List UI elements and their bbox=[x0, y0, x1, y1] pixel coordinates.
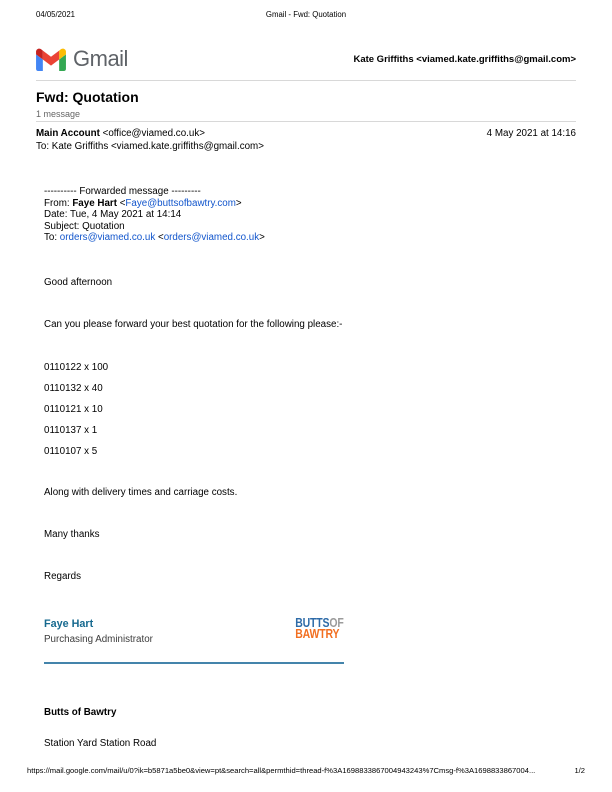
gmail-header bbox=[36, 42, 576, 76]
email-body bbox=[44, 186, 576, 749]
butts-of-bawtry-logo bbox=[295, 615, 344, 641]
print-date: 04/05/2021 bbox=[36, 10, 76, 19]
forwarded-to-link[interactable]: orders@viamed.co.uk bbox=[59, 232, 156, 243]
forwarded-subject-line: Subject: Quotation bbox=[44, 220, 125, 232]
body-delivery-note: Along with delivery times and carriage costs. bbox=[44, 486, 238, 498]
quote-item: 0110107 x 5 bbox=[44, 445, 98, 457]
email-subject: Fwd: Quotation bbox=[36, 89, 139, 105]
quote-item: 0110122 x 100 bbox=[44, 361, 109, 373]
message-count: 1 message bbox=[36, 109, 81, 119]
signature-divider bbox=[44, 662, 344, 664]
forwarded-from-name: Faye Hart bbox=[72, 197, 117, 209]
signature-job-title: Purchasing Administrator bbox=[44, 633, 153, 645]
gmail-m-icon bbox=[36, 48, 66, 71]
signature-identity bbox=[44, 618, 153, 645]
sender-recipient-block bbox=[36, 128, 264, 153]
message-meta bbox=[36, 128, 576, 153]
header-divider bbox=[36, 80, 576, 81]
body-request: Can you please forward your best quotation for the following please:- bbox=[44, 318, 343, 330]
print-header bbox=[36, 10, 576, 22]
print-page-title: Gmail - Fwd: Quotation bbox=[265, 10, 347, 19]
body-thanks: Many thanks bbox=[44, 528, 100, 540]
body-greeting: Good afternoon bbox=[44, 276, 113, 288]
signature-address: Station Yard Station Road bbox=[44, 737, 157, 749]
logo-line-1: BUTTSOF bbox=[295, 615, 344, 630]
forwarded-header-block bbox=[44, 186, 576, 244]
sender-line bbox=[36, 128, 264, 141]
forwarded-date-line: Date: Tue, 4 May 2021 at 14:14 bbox=[44, 209, 182, 220]
gmail-logo bbox=[36, 46, 128, 72]
account-owner-email: Kate Griffiths <viamed.kate.griffiths@gmail.com> bbox=[353, 53, 576, 65]
print-footer bbox=[27, 766, 585, 775]
forwarded-divider-line: ---------- Forwarded message --------- bbox=[44, 186, 201, 197]
signature-block bbox=[44, 615, 344, 645]
logo-line-2: BAWTRY bbox=[295, 627, 340, 641]
forwarded-from-email-link[interactable]: Faye@buttsofbawtry.com bbox=[125, 197, 236, 209]
forwarded-from-line: From: Faye Hart <Faye@buttsofbawtry.com> bbox=[44, 197, 242, 209]
subject-block bbox=[36, 89, 139, 119]
subject-divider bbox=[36, 121, 576, 122]
forwarded-to-line: To: orders@viamed.co.uk <orders@viamed.co.uk> bbox=[44, 232, 265, 243]
print-footer-url: https://mail.google.com/mail/u/0?ik=b5871a5be0&view=pt&search=all&permthid=thread-f%3A1698833867004943243%7Cmsg-f%3A1698833867004... bbox=[27, 766, 536, 775]
quote-item: 0110121 x 10 bbox=[44, 403, 103, 415]
recipient-line: To: Kate Griffiths <viamed.kate.griffiths@gmail.com> bbox=[36, 140, 264, 152]
sender-email: <office@viamed.co.uk> bbox=[99, 128, 205, 139]
quote-item: 0110137 x 1 bbox=[44, 424, 98, 436]
quote-item: 0110132 x 40 bbox=[44, 382, 103, 394]
forwarded-to-email-link[interactable]: orders@viamed.co.uk bbox=[163, 232, 260, 243]
signature-company: Butts of Bawtry bbox=[44, 706, 117, 718]
message-date: 4 May 2021 at 14:16 bbox=[486, 128, 576, 139]
signature-name: Faye Hart bbox=[44, 617, 94, 630]
sender-name: Main Account bbox=[36, 128, 100, 139]
gmail-wordmark: Gmail bbox=[73, 46, 128, 71]
page-indicator: 1/2 bbox=[574, 766, 585, 775]
body-signoff: Regards bbox=[44, 570, 82, 582]
